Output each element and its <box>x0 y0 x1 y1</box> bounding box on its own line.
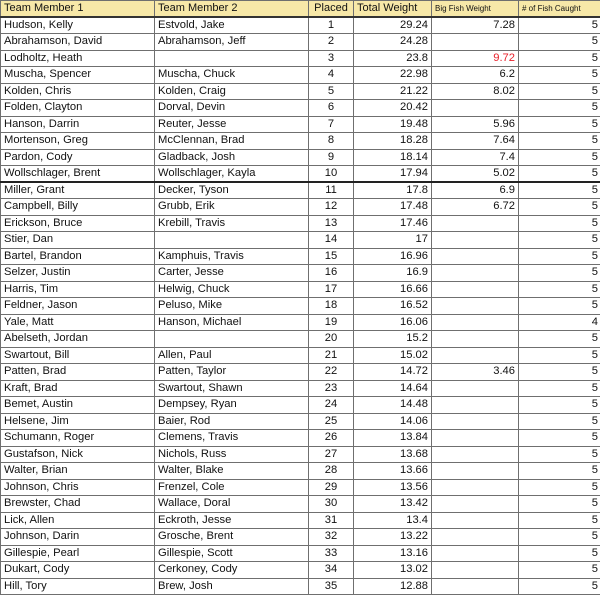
cell-big-fish-weight[interactable] <box>432 331 519 348</box>
cell-fish-caught[interactable]: 5 <box>519 34 600 51</box>
table-row <box>1 298 600 315</box>
cell-total-weight[interactable]: 21.22 <box>354 83 432 100</box>
table-row <box>1 67 600 84</box>
cell-big-fish-weight[interactable] <box>432 529 519 546</box>
cell-big-fish-weight[interactable] <box>432 479 519 496</box>
cell-team-member-1[interactable]: Hudson, Kelly <box>1 17 155 34</box>
cell-big-fish-weight[interactable]: 7.28 <box>432 17 519 34</box>
cell-placed[interactable]: 23 <box>309 380 354 397</box>
header-big-fish-weight[interactable]: Big Fish Weight <box>432 1 519 18</box>
cell-team-member-2[interactable] <box>155 331 309 348</box>
cell-big-fish-weight[interactable]: 5.02 <box>432 166 519 183</box>
cell-team-member-2[interactable]: Dempsey, Ryan <box>155 397 309 414</box>
cell-fish-caught[interactable]: 5 <box>519 562 600 579</box>
cell-fish-caught[interactable]: 5 <box>519 413 600 430</box>
cell-total-weight[interactable]: 14.06 <box>354 413 432 430</box>
table-row <box>1 529 600 546</box>
cell-team-member-2[interactable]: Abrahamson, Jeff <box>155 34 309 51</box>
header-placed[interactable]: Placed <box>309 1 354 18</box>
cell-team-member-1[interactable]: Abrahamson, David <box>1 34 155 51</box>
cell-team-member-2[interactable]: Baier, Rod <box>155 413 309 430</box>
cell-team-member-1[interactable]: Yale, Matt <box>1 314 155 331</box>
cell-placed[interactable]: 33 <box>309 545 354 562</box>
cell-placed[interactable]: 3 <box>309 50 354 67</box>
cell-placed[interactable]: 15 <box>309 248 354 265</box>
cell-big-fish-weight[interactable] <box>432 512 519 529</box>
cell-team-member-1[interactable]: Miller, Grant <box>1 182 155 199</box>
cell-total-weight[interactable]: 13.84 <box>354 430 432 447</box>
cell-team-member-1[interactable]: Harris, Tim <box>1 281 155 298</box>
cell-placed[interactable]: 11 <box>309 182 354 199</box>
table-row <box>1 430 600 447</box>
cell-placed[interactable]: 14 <box>309 232 354 249</box>
cell-big-fish-weight[interactable] <box>432 446 519 463</box>
cell-big-fish-weight[interactable] <box>432 545 519 562</box>
cell-big-fish-weight[interactable]: 5.96 <box>432 116 519 133</box>
cell-big-fish-weight[interactable] <box>432 347 519 364</box>
cell-total-weight[interactable]: 17.46 <box>354 215 432 232</box>
cell-placed[interactable]: 9 <box>309 149 354 166</box>
cell-placed[interactable]: 21 <box>309 347 354 364</box>
cell-team-member-2[interactable]: Decker, Tyson <box>155 182 309 199</box>
cell-team-member-1[interactable]: Hill, Tory <box>1 578 155 595</box>
cell-fish-caught[interactable]: 5 <box>519 512 600 529</box>
cell-placed[interactable]: 29 <box>309 479 354 496</box>
cell-team-member-2[interactable]: Estvold, Jake <box>155 17 309 34</box>
cell-team-member-2[interactable]: Helwig, Chuck <box>155 281 309 298</box>
cell-fish-caught[interactable]: 5 <box>519 331 600 348</box>
cell-fish-caught[interactable]: 5 <box>519 479 600 496</box>
cell-team-member-2[interactable]: Eckroth, Jesse <box>155 512 309 529</box>
cell-fish-caught[interactable]: 5 <box>519 446 600 463</box>
cell-team-member-1[interactable]: Patten, Brad <box>1 364 155 381</box>
table-row <box>1 380 600 397</box>
cell-total-weight[interactable]: 24.28 <box>354 34 432 51</box>
cell-team-member-1[interactable]: Brewster, Chad <box>1 496 155 513</box>
table-row <box>1 545 600 562</box>
table-row <box>1 116 600 133</box>
cell-fish-caught[interactable]: 5 <box>519 265 600 282</box>
cell-placed[interactable]: 12 <box>309 199 354 216</box>
cell-fish-caught[interactable]: 5 <box>519 298 600 315</box>
table-row <box>1 215 600 232</box>
cell-team-member-1[interactable]: Campbell, Billy <box>1 199 155 216</box>
cell-big-fish-weight[interactable] <box>432 562 519 579</box>
cell-total-weight[interactable]: 13.42 <box>354 496 432 513</box>
table-row <box>1 446 600 463</box>
cell-team-member-2[interactable]: Patten, Taylor <box>155 364 309 381</box>
cell-team-member-1[interactable]: Wollschlager, Brent <box>1 166 155 183</box>
cell-placed[interactable]: 27 <box>309 446 354 463</box>
cell-fish-caught[interactable]: 5 <box>519 545 600 562</box>
cell-placed[interactable]: 31 <box>309 512 354 529</box>
cell-team-member-1[interactable]: Bemet, Austin <box>1 397 155 414</box>
cell-total-weight[interactable]: 13.02 <box>354 562 432 579</box>
cell-fish-caught[interactable]: 5 <box>519 182 600 199</box>
cell-team-member-2[interactable]: Krebill, Travis <box>155 215 309 232</box>
cell-fish-caught[interactable]: 5 <box>519 199 600 216</box>
cell-team-member-2[interactable]: Dorval, Devin <box>155 100 309 117</box>
cell-team-member-1[interactable]: Stier, Dan <box>1 232 155 249</box>
cell-team-member-1[interactable]: Kolden, Chris <box>1 83 155 100</box>
cell-team-member-2[interactable] <box>155 232 309 249</box>
cell-team-member-1[interactable]: Bartel, Brandon <box>1 248 155 265</box>
cell-total-weight[interactable]: 13.66 <box>354 463 432 480</box>
table-row <box>1 331 600 348</box>
cell-big-fish-weight[interactable] <box>432 100 519 117</box>
cell-placed[interactable]: 24 <box>309 397 354 414</box>
cell-team-member-1[interactable]: Helsene, Jim <box>1 413 155 430</box>
table-row <box>1 50 600 67</box>
cell-fish-caught[interactable]: 5 <box>519 83 600 100</box>
cell-total-weight[interactable]: 13.4 <box>354 512 432 529</box>
cell-total-weight[interactable]: 17.48 <box>354 199 432 216</box>
cell-fish-caught[interactable]: 5 <box>519 67 600 84</box>
cell-placed[interactable]: 6 <box>309 100 354 117</box>
cell-total-weight[interactable]: 14.64 <box>354 380 432 397</box>
cell-big-fish-weight[interactable] <box>432 248 519 265</box>
cell-placed[interactable]: 13 <box>309 215 354 232</box>
cell-total-weight[interactable]: 14.72 <box>354 364 432 381</box>
cell-total-weight[interactable]: 18.28 <box>354 133 432 150</box>
table-row <box>1 149 600 166</box>
cell-big-fish-weight[interactable]: 7.4 <box>432 149 519 166</box>
cell-big-fish-weight[interactable] <box>432 215 519 232</box>
cell-placed[interactable]: 10 <box>309 166 354 183</box>
cell-fish-caught[interactable]: 5 <box>519 100 600 117</box>
cell-big-fish-weight[interactable]: 3.46 <box>432 364 519 381</box>
cell-total-weight[interactable]: 15.2 <box>354 331 432 348</box>
cell-fish-caught[interactable]: 5 <box>519 496 600 513</box>
table-row <box>1 281 600 298</box>
cell-big-fish-weight[interactable]: 6.9 <box>432 182 519 199</box>
cell-team-member-1[interactable]: Gillespie, Pearl <box>1 545 155 562</box>
table-row <box>1 199 600 216</box>
cell-team-member-1[interactable]: Walter, Brian <box>1 463 155 480</box>
table-row <box>1 562 600 579</box>
cell-placed[interactable]: 19 <box>309 314 354 331</box>
cell-big-fish-weight[interactable] <box>432 413 519 430</box>
table-row <box>1 479 600 496</box>
cell-fish-caught[interactable]: 4 <box>519 314 600 331</box>
cell-team-member-1[interactable]: Hanson, Darrin <box>1 116 155 133</box>
header-fish-caught[interactable]: # of Fish Caught <box>519 1 600 18</box>
table-row <box>1 166 600 183</box>
table-row <box>1 347 600 364</box>
cell-fish-caught[interactable]: 5 <box>519 380 600 397</box>
cell-placed[interactable]: 7 <box>309 116 354 133</box>
cell-placed[interactable]: 17 <box>309 281 354 298</box>
cell-placed[interactable]: 18 <box>309 298 354 315</box>
cell-total-weight[interactable]: 16.52 <box>354 298 432 315</box>
cell-team-member-1[interactable]: Schumann, Roger <box>1 430 155 447</box>
cell-placed[interactable]: 35 <box>309 578 354 595</box>
cell-placed[interactable]: 5 <box>309 83 354 100</box>
cell-big-fish-weight[interactable] <box>432 281 519 298</box>
cell-total-weight[interactable]: 14.48 <box>354 397 432 414</box>
cell-big-fish-weight[interactable] <box>432 430 519 447</box>
cell-team-member-1[interactable]: Lick, Allen <box>1 512 155 529</box>
cell-team-member-1[interactable]: Mortenson, Greg <box>1 133 155 150</box>
cell-big-fish-weight[interactable] <box>432 34 519 51</box>
cell-placed[interactable]: 30 <box>309 496 354 513</box>
cell-team-member-1[interactable]: Erickson, Bruce <box>1 215 155 232</box>
cell-big-fish-weight[interactable]: 6.2 <box>432 67 519 84</box>
cell-big-fish-weight[interactable]: 7.64 <box>432 133 519 150</box>
cell-team-member-2[interactable]: Allen, Paul <box>155 347 309 364</box>
cell-team-member-2[interactable]: Grubb, Erik <box>155 199 309 216</box>
cell-fish-caught[interactable]: 5 <box>519 281 600 298</box>
cell-team-member-2[interactable]: Gillespie, Scott <box>155 545 309 562</box>
cell-total-weight[interactable]: 17.94 <box>354 166 432 183</box>
cell-placed[interactable]: 25 <box>309 413 354 430</box>
cell-fish-caught[interactable]: 5 <box>519 463 600 480</box>
cell-placed[interactable]: 28 <box>309 463 354 480</box>
cell-total-weight[interactable]: 18.14 <box>354 149 432 166</box>
cell-big-fish-weight[interactable] <box>432 578 519 595</box>
cell-big-fish-weight[interactable] <box>432 265 519 282</box>
cell-placed[interactable]: 1 <box>309 17 354 34</box>
cell-total-weight[interactable]: 17.8 <box>354 182 432 199</box>
cell-team-member-2[interactable]: Wallace, Doral <box>155 496 309 513</box>
table-row <box>1 133 600 150</box>
cell-team-member-2[interactable] <box>155 50 309 67</box>
cell-team-member-1[interactable]: Feldner, Jason <box>1 298 155 315</box>
cell-big-fish-weight[interactable] <box>432 314 519 331</box>
cell-fish-caught[interactable]: 5 <box>519 149 600 166</box>
cell-placed[interactable]: 2 <box>309 34 354 51</box>
header-team-member-1[interactable]: Team Member 1 <box>1 1 155 18</box>
cell-team-member-2[interactable]: Peluso, Mike <box>155 298 309 315</box>
cell-fish-caught[interactable]: 5 <box>519 50 600 67</box>
cell-team-member-2[interactable]: Wollschlager, Kayla <box>155 166 309 183</box>
cell-fish-caught[interactable]: 5 <box>519 364 600 381</box>
cell-team-member-2[interactable]: Gladback, Josh <box>155 149 309 166</box>
header-row <box>1 1 600 18</box>
cell-total-weight[interactable]: 29.24 <box>354 17 432 34</box>
cell-placed[interactable]: 20 <box>309 331 354 348</box>
cell-team-member-1[interactable]: Gustafson, Nick <box>1 446 155 463</box>
cell-big-fish-weight[interactable] <box>432 397 519 414</box>
cell-team-member-2[interactable]: Kamphuis, Travis <box>155 248 309 265</box>
cell-total-weight[interactable]: 12.88 <box>354 578 432 595</box>
table-row <box>1 248 600 265</box>
table-row <box>1 397 600 414</box>
cell-total-weight[interactable]: 13.22 <box>354 529 432 546</box>
table-row <box>1 463 600 480</box>
cell-fish-caught[interactable]: 5 <box>519 17 600 34</box>
cell-placed[interactable]: 32 <box>309 529 354 546</box>
cell-team-member-2[interactable]: Walter, Blake <box>155 463 309 480</box>
cell-placed[interactable]: 8 <box>309 133 354 150</box>
table-row <box>1 182 600 199</box>
cell-team-member-1[interactable]: Selzer, Justin <box>1 265 155 282</box>
table-row <box>1 83 600 100</box>
table-row <box>1 232 600 249</box>
cell-team-member-1[interactable]: Pardon, Cody <box>1 149 155 166</box>
header-team-member-2[interactable]: Team Member 2 <box>155 1 309 18</box>
cell-total-weight[interactable]: 20.42 <box>354 100 432 117</box>
cell-total-weight[interactable]: 13.16 <box>354 545 432 562</box>
cell-team-member-2[interactable]: McClennan, Brad <box>155 133 309 150</box>
cell-team-member-2[interactable]: Clemens, Travis <box>155 430 309 447</box>
cell-placed[interactable]: 16 <box>309 265 354 282</box>
table-row <box>1 413 600 430</box>
cell-team-member-1[interactable]: Folden, Clayton <box>1 100 155 117</box>
cell-team-member-1[interactable]: Lodholtz, Heath <box>1 50 155 67</box>
cell-big-fish-weight[interactable] <box>432 232 519 249</box>
cell-team-member-1[interactable]: Johnson, Darin <box>1 529 155 546</box>
cell-fish-caught[interactable]: 5 <box>519 116 600 133</box>
cell-total-weight[interactable]: 15.02 <box>354 347 432 364</box>
table-row <box>1 496 600 513</box>
cell-fish-caught[interactable]: 5 <box>519 529 600 546</box>
cell-total-weight[interactable]: 22.98 <box>354 67 432 84</box>
cell-fish-caught[interactable]: 5 <box>519 347 600 364</box>
cell-team-member-2[interactable]: Swartout, Shawn <box>155 380 309 397</box>
cell-total-weight[interactable]: 17 <box>354 232 432 249</box>
cell-team-member-2[interactable]: Frenzel, Cole <box>155 479 309 496</box>
cell-fish-caught[interactable]: 5 <box>519 248 600 265</box>
cell-team-member-2[interactable]: Kolden, Craig <box>155 83 309 100</box>
cell-placed[interactable]: 22 <box>309 364 354 381</box>
cell-team-member-1[interactable]: Swartout, Bill <box>1 347 155 364</box>
table-row <box>1 364 600 381</box>
cell-team-member-2[interactable]: Hanson, Michael <box>155 314 309 331</box>
cell-fish-caught[interactable]: 5 <box>519 232 600 249</box>
table-row <box>1 314 600 331</box>
cell-big-fish-weight[interactable] <box>432 380 519 397</box>
cell-big-fish-weight[interactable] <box>432 463 519 480</box>
cell-fish-caught[interactable]: 5 <box>519 133 600 150</box>
cell-team-member-2[interactable]: Carter, Jesse <box>155 265 309 282</box>
cell-total-weight[interactable]: 13.56 <box>354 479 432 496</box>
cell-team-member-2[interactable]: Muscha, Chuck <box>155 67 309 84</box>
cell-fish-caught[interactable]: 5 <box>519 166 600 183</box>
cell-total-weight[interactable]: 19.48 <box>354 116 432 133</box>
table-row <box>1 512 600 529</box>
cell-team-member-2[interactable]: Nichols, Russ <box>155 446 309 463</box>
cell-total-weight[interactable]: 16.06 <box>354 314 432 331</box>
header-total-weight[interactable]: Total Weight <box>354 1 432 18</box>
table-row <box>1 34 600 51</box>
cell-big-fish-weight[interactable]: 8.02 <box>432 83 519 100</box>
cell-fish-caught[interactable]: 5 <box>519 215 600 232</box>
cell-total-weight[interactable]: 16.9 <box>354 265 432 282</box>
cell-team-member-2[interactable]: Reuter, Jesse <box>155 116 309 133</box>
cell-team-member-2[interactable]: Grosche, Brent <box>155 529 309 546</box>
table-row <box>1 100 600 117</box>
cell-fish-caught[interactable]: 5 <box>519 430 600 447</box>
cell-fish-caught[interactable]: 5 <box>519 578 600 595</box>
cell-big-fish-weight[interactable]: 6.72 <box>432 199 519 216</box>
cell-team-member-1[interactable]: Abelseth, Jordan <box>1 331 155 348</box>
cell-total-weight[interactable]: 13.68 <box>354 446 432 463</box>
cell-fish-caught[interactable]: 5 <box>519 397 600 414</box>
table-row <box>1 578 600 595</box>
cell-placed[interactable]: 26 <box>309 430 354 447</box>
cell-team-member-1[interactable]: Johnson, Chris <box>1 479 155 496</box>
cell-total-weight[interactable]: 23.8 <box>354 50 432 67</box>
cell-team-member-1[interactable]: Muscha, Spencer <box>1 67 155 84</box>
table-row <box>1 265 600 282</box>
cell-team-member-1[interactable]: Dukart, Cody <box>1 562 155 579</box>
cell-team-member-1[interactable]: Kraft, Brad <box>1 380 155 397</box>
cell-big-fish-weight[interactable]: 9.72 <box>432 50 519 67</box>
cell-team-member-2[interactable]: Brew, Josh <box>155 578 309 595</box>
cell-placed[interactable]: 4 <box>309 67 354 84</box>
table-row <box>1 17 600 34</box>
cell-total-weight[interactable]: 16.96 <box>354 248 432 265</box>
cell-big-fish-weight[interactable] <box>432 298 519 315</box>
cell-team-member-2[interactable]: Cerkoney, Cody <box>155 562 309 579</box>
cell-placed[interactable]: 34 <box>309 562 354 579</box>
cell-big-fish-weight[interactable] <box>432 496 519 513</box>
cell-total-weight[interactable]: 16.66 <box>354 281 432 298</box>
